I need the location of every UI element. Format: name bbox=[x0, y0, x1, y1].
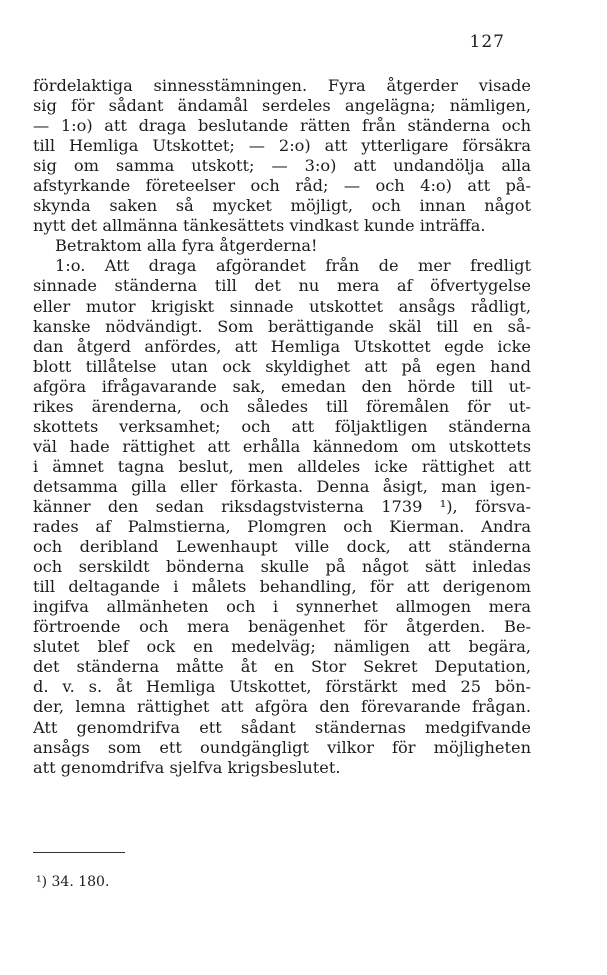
footnote-divider bbox=[33, 852, 125, 853]
text-line: dan åtgerd anfördes, att Hemliga Utskottet egde icke bbox=[33, 336, 531, 356]
text-line: känner den sedan riksdagstvisterna 1739 ¹), försva- bbox=[33, 496, 531, 516]
text-line: sinnade ständerna till det nu mera af öfvertygelse bbox=[33, 276, 531, 296]
text-line: detsamma gilla eller förkasta. Denna åsigt, man igen- bbox=[33, 476, 531, 496]
text-line: blott tillåtelse utan ock skyldighet att på egen hand bbox=[33, 356, 531, 376]
text-line: Betraktom alla fyra åtgerderna! bbox=[55, 236, 318, 256]
text-line: d. v. s. åt Hemliga Utskottet, förstärkt med 25 bön- bbox=[33, 677, 531, 697]
text-line: fördelaktiga sinnesstämningen. Fyra åtgerder visade bbox=[33, 76, 531, 95]
text-line: skottets verksamhet; och att följaktligen ständerna bbox=[33, 416, 531, 436]
text-line: nytt det allmänna tänkesättets vindkast kunde inträffa. bbox=[33, 216, 486, 236]
text-line: till deltagande i målets behandling, för att derigenom bbox=[33, 577, 531, 597]
text-line: ingifva allmänheten och i synnerhet allmogen mera bbox=[33, 597, 531, 617]
text-line: afgöra ifrågavarande sak, emedan den hörde till ut- bbox=[33, 376, 531, 396]
text-line: att genomdrifva sjelfva krigsbeslutet. bbox=[33, 757, 341, 777]
text-line: rikes ärenderna, och således till föremålen för ut- bbox=[33, 396, 531, 416]
text-line: sig för sådant ändamål serdeles angelägna; nämligen, bbox=[33, 96, 531, 116]
text-line: sig om samma utskott; — 3:o) att undandölja alla bbox=[33, 156, 531, 176]
text-line: afstyrkande företeelser och råd; — och 4:o) att på- bbox=[33, 176, 531, 196]
text-line: till Hemliga Utskottet; — 2:o) att ytterligare försäkra bbox=[33, 136, 531, 156]
text-line: väl hade rättighet att erhålla kännedom om utskottets bbox=[33, 436, 531, 456]
text-line: och deribland Lewenhaupt ville dock, att ständerna bbox=[33, 537, 531, 557]
text-line: ansågs som ett oundgängligt vilkor för möjligheten bbox=[33, 737, 531, 757]
text-line: kanske nödvändigt. Som berättigande skäl till en så- bbox=[33, 316, 531, 336]
text-line: det ständerna måtte åt en Stor Sekret Deputation, bbox=[33, 657, 531, 677]
text-line: skynda saken så mycket möjligt, och innan något bbox=[33, 196, 531, 216]
text-line: slutet blef ock en medelväg; nämligen att begära, bbox=[33, 637, 531, 657]
footnote: ¹) 34. 180. bbox=[36, 874, 110, 890]
text-line: och serskildt bönderna skulle på något sätt inledas bbox=[33, 557, 531, 577]
page-number: 127 bbox=[469, 32, 505, 52]
text-line: — 1:o) att draga beslutande rätten från ständerna och bbox=[33, 116, 531, 136]
text-line: Att genomdrifva ett sådant ständernas medgifvande bbox=[33, 717, 531, 737]
text-line: 1:o. Att draga afgörandet från de mer fredligt bbox=[55, 256, 531, 276]
text-line: i ämnet tagna beslut, men alldeles icke rättighet att bbox=[33, 456, 531, 476]
text-line: der, lemna rättighet att afgöra den förevarande frågan. bbox=[33, 697, 531, 717]
body-text bbox=[33, 76, 531, 778]
text-line: rades af Palmstierna, Plomgren och Kierman. Andra bbox=[33, 517, 531, 537]
text-line: eller mutor krigiskt sinnade utskottet ansågs rådligt, bbox=[33, 296, 531, 316]
text-line: förtroende och mera benägenhet för åtgerden. Be- bbox=[33, 617, 531, 637]
